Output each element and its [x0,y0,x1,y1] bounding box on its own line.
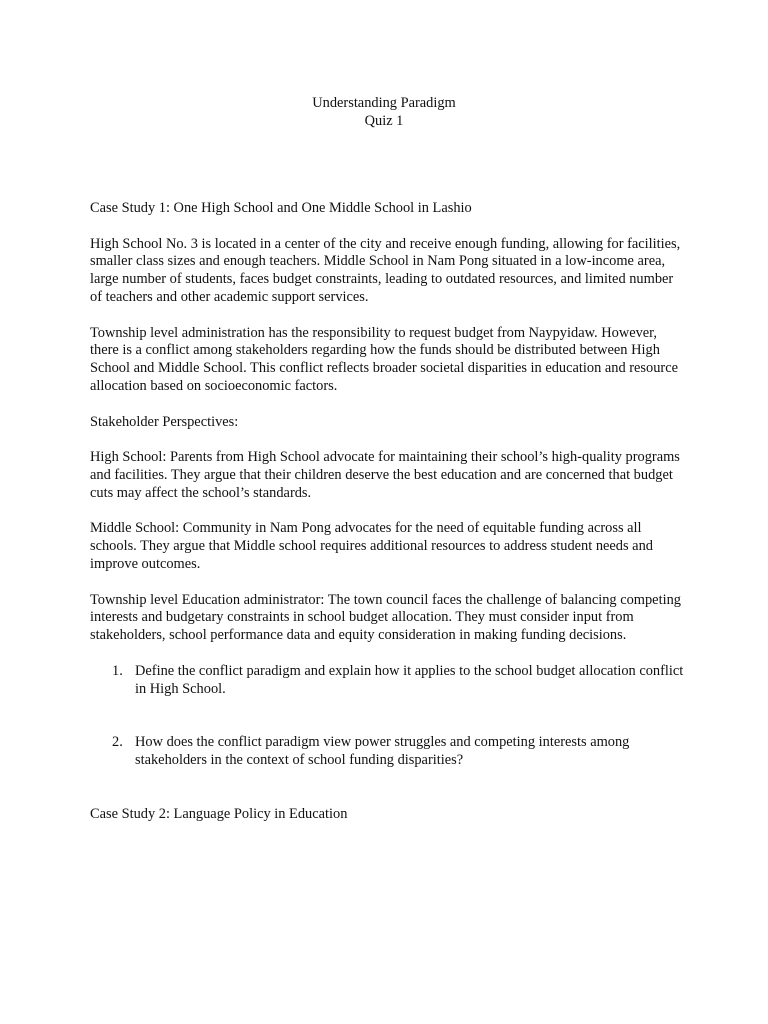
stakeholder-heading: Stakeholder Perspectives: [90,413,239,430]
document-title: Understanding Paradigm [312,95,456,111]
question-text: How does the conflict paradigm view power struggles and competing interests among stakeholders in the context of school funding disparities? [135,734,630,769]
question-item [90,663,686,699]
question-item [90,734,686,770]
document-body [90,200,686,842]
stakeholder-middle-school: Middle School: Community in Nam Pong advocates for the need of equitable funding across all schools. They argue that Middle school requires additional resources to address student needs and improve outcomes. [90,520,653,572]
document-subtitle: Quiz 1 [364,113,404,129]
question-list [90,663,686,770]
stakeholder-administrator: Township level Education administrator: The town council faces the challenge of balancing competing interests and budgetary constraints in school budget allocation. They must consider input from stakeholders, school performance data and equity consideration in making funding decisions. [90,591,681,644]
case-study-1-paragraph: High School No. 3 is located in a center of the city and receive enough funding, allowing for facilities, smaller class sizes and enough teachers. Middle School in Nam Pong situated in a low-income area, large number of students, faces budget constraints, leading to outdated resources, and limited number of teachers and other academic support services. [90,235,681,305]
case-study-1-paragraph: Township level administration has the responsibility to request budget from Naypyidaw. However, there is a conflict among stakeholders regarding how the funds should be distributed between High School and Middle School. This conflict reflects broader societal disparities in education and resource allocation based on socioeconomic factors. [90,324,678,394]
case-study-1-heading: Case Study 1: One High School and One Middle School in Lashio [90,200,472,216]
stakeholder-high-school: High School: Parents from High School advocate for maintaining their school’s high-quality programs and facilities. They argue that their children deserve the best education and are concerned that budget cuts may affect the school’s standards. [90,449,680,501]
question-text: Define the conflict paradigm and explain how it applies to the school budget allocation conflict in High School. [135,662,684,697]
question-number: 2. [112,734,123,751]
case-study-2-heading: Case Study 2: Language Policy in Education [90,805,348,822]
question-number: 1. [112,662,123,679]
title-block [0,94,768,130]
